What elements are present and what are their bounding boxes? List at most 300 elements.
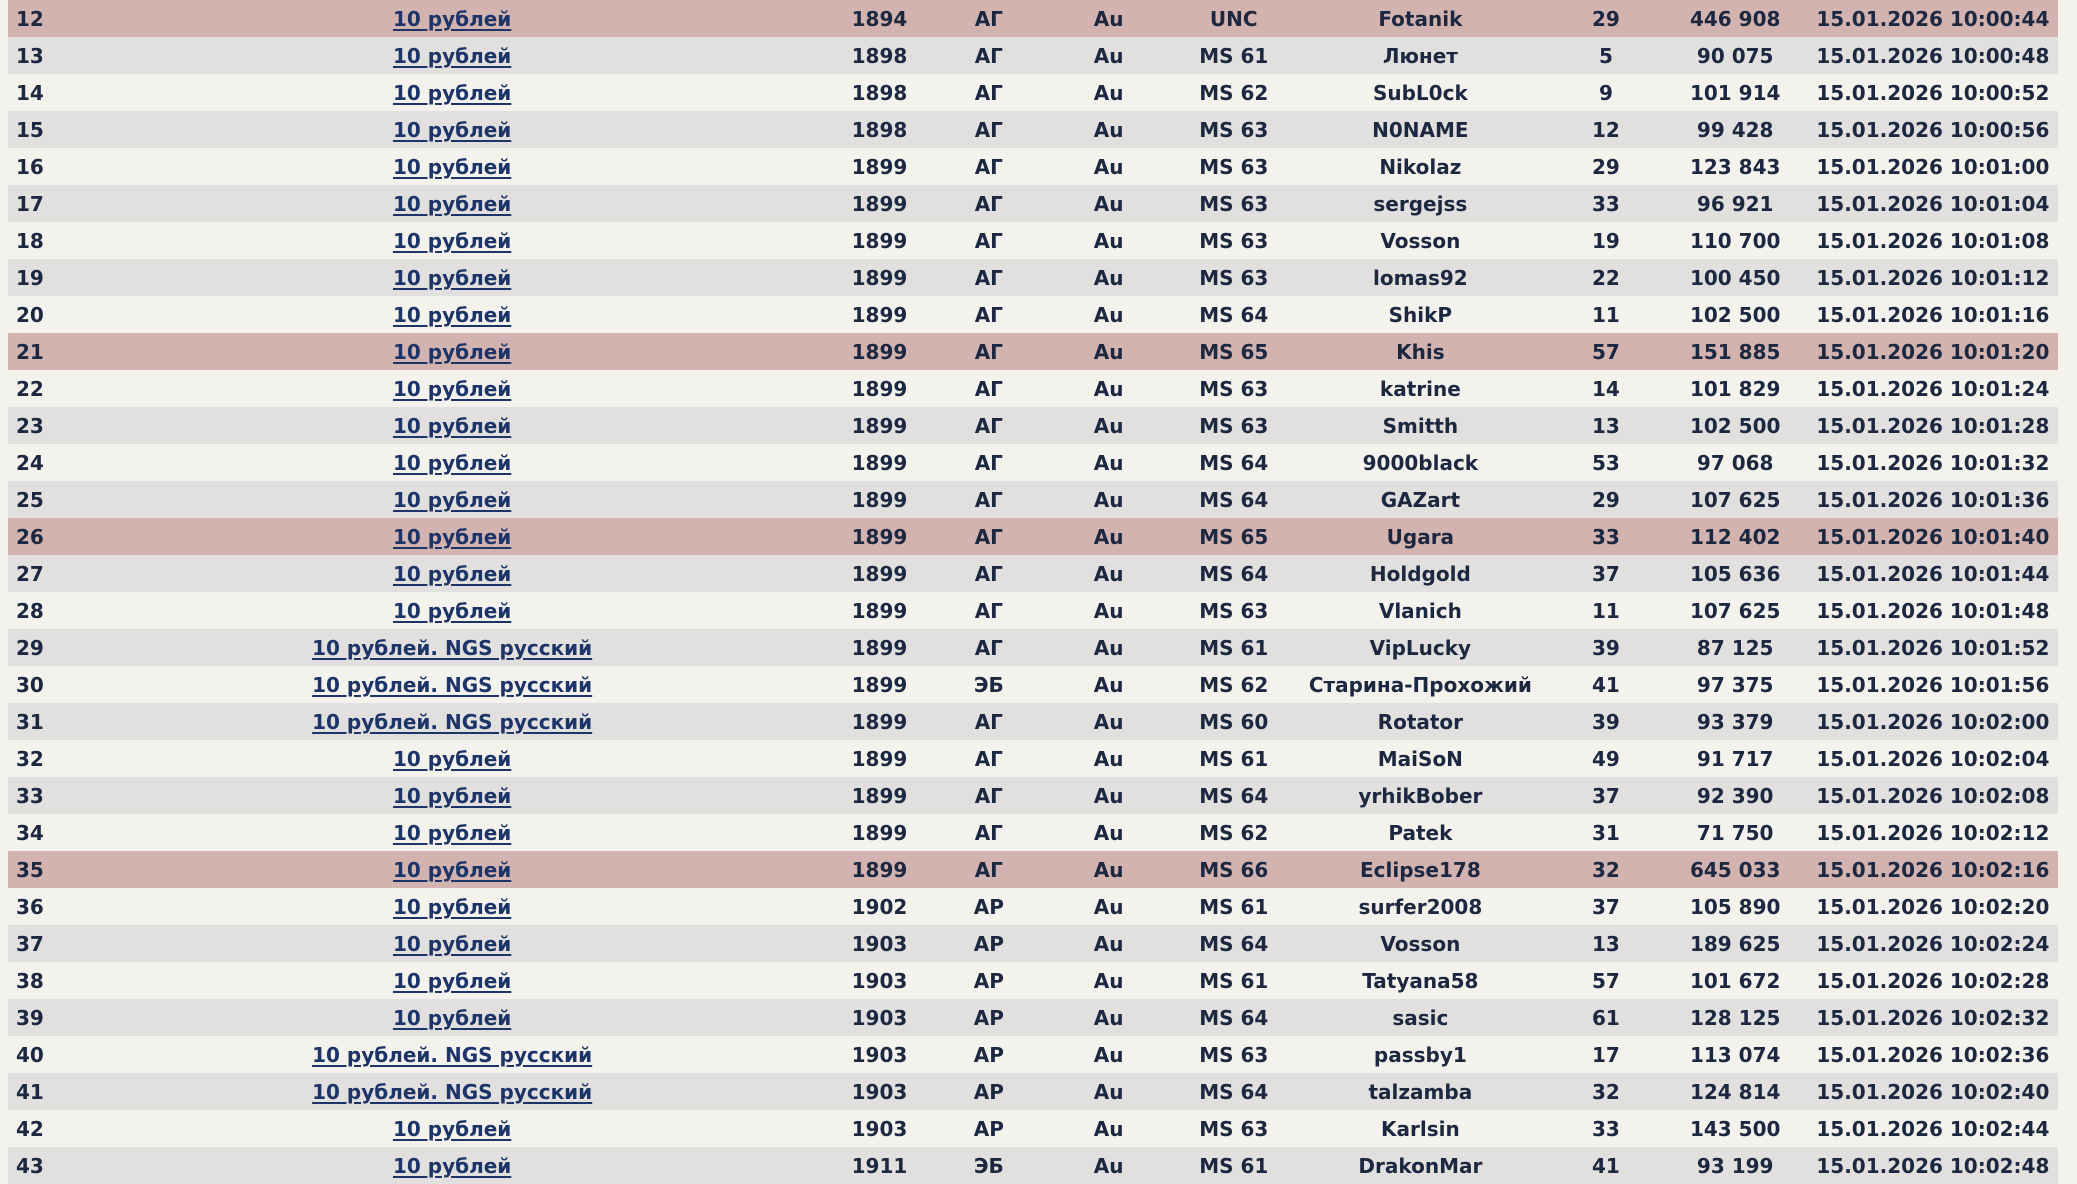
coin-name-link[interactable]: 10 рублей bbox=[392, 117, 512, 142]
close-time-cell: 15.01.2026 10:02:12 bbox=[1808, 814, 2058, 851]
coin-name-link[interactable]: 10 рублей bbox=[392, 1153, 512, 1178]
final-price-cell: 102 500 bbox=[1663, 296, 1808, 333]
coin-name-link[interactable]: 10 рублей bbox=[392, 228, 512, 253]
final-price-cell: 90 075 bbox=[1663, 37, 1808, 74]
winner-username-cell: surfer2008 bbox=[1292, 888, 1550, 925]
lot-number-cell: 23 bbox=[8, 407, 82, 444]
coin-name-link[interactable]: 10 рублей. NGS русский bbox=[312, 1079, 593, 1104]
mint-mark-cell: АГ bbox=[936, 518, 1041, 555]
year-cell: 1899 bbox=[823, 222, 937, 259]
bid-count-cell: 53 bbox=[1549, 444, 1663, 481]
close-time-cell: 15.01.2026 10:01:44 bbox=[1808, 555, 2058, 592]
table-row bbox=[8, 592, 2058, 629]
coin-name-link[interactable]: 10 рублей bbox=[392, 302, 512, 327]
final-price-cell: 112 402 bbox=[1663, 518, 1808, 555]
close-time-cell: 15.01.2026 10:01:56 bbox=[1808, 666, 2058, 703]
year-cell: 1899 bbox=[823, 333, 937, 370]
year-cell: 1899 bbox=[823, 481, 937, 518]
metal-cell: Au bbox=[1041, 592, 1176, 629]
lot-number-cell: 38 bbox=[8, 962, 82, 999]
mint-mark-cell: АГ bbox=[936, 111, 1041, 148]
coin-name-cell bbox=[82, 444, 823, 481]
close-time-cell: 15.01.2026 10:02:16 bbox=[1808, 851, 2058, 888]
winner-username-cell: 9000black bbox=[1292, 444, 1550, 481]
close-time-cell: 15.01.2026 10:01:36 bbox=[1808, 481, 2058, 518]
coin-name-cell bbox=[82, 740, 823, 777]
bid-count-cell: 37 bbox=[1549, 888, 1663, 925]
coin-name-cell bbox=[82, 37, 823, 74]
mint-mark-cell: АГ bbox=[936, 851, 1041, 888]
final-price-cell: 107 625 bbox=[1663, 481, 1808, 518]
close-time-cell: 15.01.2026 10:02:36 bbox=[1808, 1036, 2058, 1073]
close-time-cell: 15.01.2026 10:01:12 bbox=[1808, 259, 2058, 296]
final-price-cell: 110 700 bbox=[1663, 222, 1808, 259]
year-cell: 1899 bbox=[823, 592, 937, 629]
bid-count-cell: 13 bbox=[1549, 925, 1663, 962]
winner-username-cell: SubL0ck bbox=[1292, 74, 1550, 111]
bid-count-cell: 33 bbox=[1549, 185, 1663, 222]
metal-cell: Au bbox=[1041, 888, 1176, 925]
bid-count-cell: 57 bbox=[1549, 333, 1663, 370]
metal-cell: Au bbox=[1041, 518, 1176, 555]
final-price-cell: 124 814 bbox=[1663, 1073, 1808, 1110]
metal-cell: Au bbox=[1041, 962, 1176, 999]
final-price-cell: 93 199 bbox=[1663, 1147, 1808, 1184]
coin-name-link[interactable]: 10 рублей. NGS русский bbox=[312, 709, 593, 734]
grade-cell: MS 62 bbox=[1176, 814, 1292, 851]
lot-number-cell: 19 bbox=[8, 259, 82, 296]
bid-count-cell: 17 bbox=[1549, 1036, 1663, 1073]
winner-username-cell: Vosson bbox=[1292, 925, 1550, 962]
final-price-cell: 92 390 bbox=[1663, 777, 1808, 814]
final-price-cell: 93 379 bbox=[1663, 703, 1808, 740]
lot-number-cell: 25 bbox=[8, 481, 82, 518]
mint-mark-cell: АР bbox=[936, 999, 1041, 1036]
year-cell: 1899 bbox=[823, 851, 937, 888]
coin-name-cell bbox=[82, 296, 823, 333]
year-cell: 1903 bbox=[823, 1073, 937, 1110]
results-table-container bbox=[8, 0, 2058, 1184]
close-time-cell: 15.01.2026 10:00:44 bbox=[1808, 0, 2058, 37]
winner-username-cell: Ugara bbox=[1292, 518, 1550, 555]
mint-mark-cell: АР bbox=[936, 1036, 1041, 1073]
coin-name-link[interactable]: 10 рублей bbox=[392, 931, 512, 956]
grade-cell: MS 62 bbox=[1176, 666, 1292, 703]
final-price-cell: 143 500 bbox=[1663, 1110, 1808, 1147]
coin-name-link[interactable]: 10 рублей bbox=[392, 1116, 512, 1141]
grade-cell: MS 62 bbox=[1176, 74, 1292, 111]
grade-cell: MS 64 bbox=[1176, 1073, 1292, 1110]
bid-count-cell: 33 bbox=[1549, 518, 1663, 555]
coin-name-cell bbox=[82, 74, 823, 111]
table-row bbox=[8, 518, 2058, 555]
final-price-cell: 101 914 bbox=[1663, 74, 1808, 111]
bid-count-cell: 32 bbox=[1549, 1073, 1663, 1110]
close-time-cell: 15.01.2026 10:01:52 bbox=[1808, 629, 2058, 666]
winner-username-cell: Patek bbox=[1292, 814, 1550, 851]
coin-name-link[interactable]: 10 рублей bbox=[392, 894, 512, 919]
coin-name-link[interactable]: 10 рублей. NGS русский bbox=[312, 672, 593, 697]
metal-cell: Au bbox=[1041, 333, 1176, 370]
bid-count-cell: 29 bbox=[1549, 481, 1663, 518]
final-price-cell: 645 033 bbox=[1663, 851, 1808, 888]
mint-mark-cell: АР bbox=[936, 925, 1041, 962]
year-cell: 1899 bbox=[823, 407, 937, 444]
close-time-cell: 15.01.2026 10:00:52 bbox=[1808, 74, 2058, 111]
coin-name-cell bbox=[82, 333, 823, 370]
coin-name-link[interactable]: 10 рублей bbox=[392, 6, 512, 31]
close-time-cell: 15.01.2026 10:01:28 bbox=[1808, 407, 2058, 444]
close-time-cell: 15.01.2026 10:00:56 bbox=[1808, 111, 2058, 148]
bid-count-cell: 33 bbox=[1549, 1110, 1663, 1147]
lot-number-cell: 20 bbox=[8, 296, 82, 333]
coin-name-link[interactable]: 10 рублей bbox=[392, 265, 512, 290]
close-time-cell: 15.01.2026 10:01:40 bbox=[1808, 518, 2058, 555]
mint-mark-cell: ЭБ bbox=[936, 666, 1041, 703]
lot-number-cell: 42 bbox=[8, 1110, 82, 1147]
coin-name-link[interactable]: 10 рублей bbox=[392, 339, 512, 364]
metal-cell: Au bbox=[1041, 370, 1176, 407]
coin-name-link[interactable]: 10 рублей bbox=[392, 413, 512, 438]
lot-number-cell: 39 bbox=[8, 999, 82, 1036]
winner-username-cell: lomas92 bbox=[1292, 259, 1550, 296]
bid-count-cell: 49 bbox=[1549, 740, 1663, 777]
coin-name-link[interactable]: 10 рублей. NGS русский bbox=[312, 635, 593, 660]
metal-cell: Au bbox=[1041, 1036, 1176, 1073]
lot-number-cell: 41 bbox=[8, 1073, 82, 1110]
coin-name-cell bbox=[82, 814, 823, 851]
table-row bbox=[8, 925, 2058, 962]
mint-mark-cell: АГ bbox=[936, 148, 1041, 185]
grade-cell: MS 61 bbox=[1176, 629, 1292, 666]
winner-username-cell: Tatyana58 bbox=[1292, 962, 1550, 999]
mint-mark-cell: АР bbox=[936, 1073, 1041, 1110]
metal-cell: Au bbox=[1041, 148, 1176, 185]
lot-number-cell: 36 bbox=[8, 888, 82, 925]
lot-number-cell: 13 bbox=[8, 37, 82, 74]
year-cell: 1899 bbox=[823, 740, 937, 777]
grade-cell: MS 64 bbox=[1176, 555, 1292, 592]
coin-name-cell bbox=[82, 666, 823, 703]
winner-username-cell: sergejss bbox=[1292, 185, 1550, 222]
table-row bbox=[8, 962, 2058, 999]
close-time-cell: 15.01.2026 10:01:48 bbox=[1808, 592, 2058, 629]
coin-name-cell bbox=[82, 518, 823, 555]
coin-name-link[interactable]: 10 рублей bbox=[392, 450, 512, 475]
coin-name-cell bbox=[82, 555, 823, 592]
table-row bbox=[8, 999, 2058, 1036]
final-price-cell: 101 829 bbox=[1663, 370, 1808, 407]
lot-number-cell: 35 bbox=[8, 851, 82, 888]
bid-count-cell: 39 bbox=[1549, 703, 1663, 740]
winner-username-cell: Eclipse178 bbox=[1292, 851, 1550, 888]
grade-cell: MS 63 bbox=[1176, 1036, 1292, 1073]
close-time-cell: 15.01.2026 10:00:48 bbox=[1808, 37, 2058, 74]
bid-count-cell: 29 bbox=[1549, 148, 1663, 185]
year-cell: 1899 bbox=[823, 666, 937, 703]
grade-cell: MS 64 bbox=[1176, 481, 1292, 518]
lot-number-cell: 37 bbox=[8, 925, 82, 962]
final-price-cell: 99 428 bbox=[1663, 111, 1808, 148]
coin-name-link[interactable]: 10 рублей bbox=[392, 1005, 512, 1030]
grade-cell: MS 63 bbox=[1176, 111, 1292, 148]
year-cell: 1902 bbox=[823, 888, 937, 925]
coin-name-link[interactable]: 10 рублей bbox=[392, 968, 512, 993]
lot-number-cell: 31 bbox=[8, 703, 82, 740]
final-price-cell: 101 672 bbox=[1663, 962, 1808, 999]
grade-cell: MS 64 bbox=[1176, 296, 1292, 333]
table-row bbox=[8, 1036, 2058, 1073]
mint-mark-cell: АГ bbox=[936, 555, 1041, 592]
final-price-cell: 97 068 bbox=[1663, 444, 1808, 481]
metal-cell: Au bbox=[1041, 481, 1176, 518]
coin-name-cell bbox=[82, 0, 823, 37]
coin-name-cell bbox=[82, 888, 823, 925]
metal-cell: Au bbox=[1041, 740, 1176, 777]
mint-mark-cell: АГ bbox=[936, 777, 1041, 814]
table-row bbox=[8, 740, 2058, 777]
grade-cell: MS 63 bbox=[1176, 407, 1292, 444]
winner-username-cell: Люнет bbox=[1292, 37, 1550, 74]
year-cell: 1903 bbox=[823, 1110, 937, 1147]
close-time-cell: 15.01.2026 10:02:08 bbox=[1808, 777, 2058, 814]
close-time-cell: 15.01.2026 10:02:28 bbox=[1808, 962, 2058, 999]
grade-cell: MS 64 bbox=[1176, 444, 1292, 481]
mint-mark-cell: АГ bbox=[936, 185, 1041, 222]
lot-number-cell: 15 bbox=[8, 111, 82, 148]
final-price-cell: 105 636 bbox=[1663, 555, 1808, 592]
winner-username-cell: talzamba bbox=[1292, 1073, 1550, 1110]
coin-name-link[interactable]: 10 рублей bbox=[392, 524, 512, 549]
winner-username-cell: Rotator bbox=[1292, 703, 1550, 740]
table-row bbox=[8, 1110, 2058, 1147]
lot-number-cell: 29 bbox=[8, 629, 82, 666]
bid-count-cell: 31 bbox=[1549, 814, 1663, 851]
mint-mark-cell: АР bbox=[936, 962, 1041, 999]
year-cell: 1899 bbox=[823, 777, 937, 814]
bid-count-cell: 11 bbox=[1549, 296, 1663, 333]
lot-number-cell: 43 bbox=[8, 1147, 82, 1184]
winner-username-cell: VipLucky bbox=[1292, 629, 1550, 666]
lot-number-cell: 18 bbox=[8, 222, 82, 259]
close-time-cell: 15.01.2026 10:02:04 bbox=[1808, 740, 2058, 777]
table-row bbox=[8, 888, 2058, 925]
grade-cell: MS 60 bbox=[1176, 703, 1292, 740]
final-price-cell: 151 885 bbox=[1663, 333, 1808, 370]
close-time-cell: 15.01.2026 10:02:44 bbox=[1808, 1110, 2058, 1147]
close-time-cell: 15.01.2026 10:01:16 bbox=[1808, 296, 2058, 333]
coin-name-link[interactable]: 10 рублей bbox=[392, 857, 512, 882]
coin-name-link[interactable]: 10 рублей bbox=[392, 191, 512, 216]
mint-mark-cell: АГ bbox=[936, 814, 1041, 851]
lot-number-cell: 34 bbox=[8, 814, 82, 851]
grade-cell: MS 64 bbox=[1176, 777, 1292, 814]
winner-username-cell: Fotanik bbox=[1292, 0, 1550, 37]
close-time-cell: 15.01.2026 10:01:00 bbox=[1808, 148, 2058, 185]
table-row bbox=[8, 629, 2058, 666]
lot-number-cell: 40 bbox=[8, 1036, 82, 1073]
bid-count-cell: 39 bbox=[1549, 629, 1663, 666]
mint-mark-cell: АГ bbox=[936, 222, 1041, 259]
bid-count-cell: 29 bbox=[1549, 0, 1663, 37]
table-row bbox=[8, 111, 2058, 148]
table-row bbox=[8, 444, 2058, 481]
mint-mark-cell: АР bbox=[936, 888, 1041, 925]
bid-count-cell: 37 bbox=[1549, 555, 1663, 592]
table-row bbox=[8, 851, 2058, 888]
metal-cell: Au bbox=[1041, 851, 1176, 888]
close-time-cell: 15.01.2026 10:01:20 bbox=[1808, 333, 2058, 370]
metal-cell: Au bbox=[1041, 444, 1176, 481]
mint-mark-cell: АГ bbox=[936, 592, 1041, 629]
coin-name-cell bbox=[82, 851, 823, 888]
close-time-cell: 15.01.2026 10:02:48 bbox=[1808, 1147, 2058, 1184]
close-time-cell: 15.01.2026 10:01:04 bbox=[1808, 185, 2058, 222]
metal-cell: Au bbox=[1041, 222, 1176, 259]
bid-count-cell: 41 bbox=[1549, 1147, 1663, 1184]
coin-name-cell bbox=[82, 777, 823, 814]
coin-name-cell bbox=[82, 1073, 823, 1110]
grade-cell: MS 63 bbox=[1176, 1110, 1292, 1147]
lot-number-cell: 24 bbox=[8, 444, 82, 481]
metal-cell: Au bbox=[1041, 1147, 1176, 1184]
grade-cell: MS 61 bbox=[1176, 888, 1292, 925]
metal-cell: Au bbox=[1041, 1073, 1176, 1110]
grade-cell: MS 61 bbox=[1176, 1147, 1292, 1184]
metal-cell: Au bbox=[1041, 629, 1176, 666]
bid-count-cell: 11 bbox=[1549, 592, 1663, 629]
close-time-cell: 15.01.2026 10:02:24 bbox=[1808, 925, 2058, 962]
coin-name-link[interactable]: 10 рублей bbox=[392, 820, 512, 845]
coin-name-cell bbox=[82, 962, 823, 999]
winner-username-cell: Khis bbox=[1292, 333, 1550, 370]
bid-count-cell: 61 bbox=[1549, 999, 1663, 1036]
year-cell: 1898 bbox=[823, 111, 937, 148]
final-price-cell: 91 717 bbox=[1663, 740, 1808, 777]
coin-name-link[interactable]: 10 рублей. NGS русский bbox=[312, 1042, 593, 1067]
final-price-cell: 107 625 bbox=[1663, 592, 1808, 629]
mint-mark-cell: АГ bbox=[936, 259, 1041, 296]
coin-name-link[interactable]: 10 рублей bbox=[392, 487, 512, 512]
lot-number-cell: 32 bbox=[8, 740, 82, 777]
bid-count-cell: 41 bbox=[1549, 666, 1663, 703]
table-row bbox=[8, 407, 2058, 444]
bid-count-cell: 9 bbox=[1549, 74, 1663, 111]
winner-username-cell: Vlanich bbox=[1292, 592, 1550, 629]
year-cell: 1899 bbox=[823, 148, 937, 185]
year-cell: 1899 bbox=[823, 629, 937, 666]
table-row bbox=[8, 666, 2058, 703]
coin-name-cell bbox=[82, 1036, 823, 1073]
coin-name-link[interactable]: 10 рублей bbox=[392, 746, 512, 771]
year-cell: 1903 bbox=[823, 999, 937, 1036]
coin-name-cell bbox=[82, 1147, 823, 1184]
close-time-cell: 15.01.2026 10:01:08 bbox=[1808, 222, 2058, 259]
winner-username-cell: Nikolaz bbox=[1292, 148, 1550, 185]
coin-name-cell bbox=[82, 222, 823, 259]
lot-number-cell: 22 bbox=[8, 370, 82, 407]
mint-mark-cell: ЭБ bbox=[936, 1147, 1041, 1184]
grade-cell: UNC bbox=[1176, 0, 1292, 37]
bid-count-cell: 12 bbox=[1549, 111, 1663, 148]
coin-name-link[interactable]: 10 рублей bbox=[392, 154, 512, 179]
coin-name-cell bbox=[82, 111, 823, 148]
mint-mark-cell: АГ bbox=[936, 37, 1041, 74]
year-cell: 1899 bbox=[823, 814, 937, 851]
bid-count-cell: 37 bbox=[1549, 777, 1663, 814]
mint-mark-cell: АГ bbox=[936, 629, 1041, 666]
metal-cell: Au bbox=[1041, 666, 1176, 703]
table-row bbox=[8, 333, 2058, 370]
final-price-cell: 102 500 bbox=[1663, 407, 1808, 444]
coin-name-link[interactable]: 10 рублей bbox=[392, 561, 512, 586]
final-price-cell: 189 625 bbox=[1663, 925, 1808, 962]
final-price-cell: 128 125 bbox=[1663, 999, 1808, 1036]
mint-mark-cell: АГ bbox=[936, 703, 1041, 740]
table-row bbox=[8, 296, 2058, 333]
coin-name-cell bbox=[82, 703, 823, 740]
lot-number-cell: 33 bbox=[8, 777, 82, 814]
year-cell: 1899 bbox=[823, 296, 937, 333]
coin-name-link[interactable]: 10 рублей bbox=[392, 598, 512, 623]
year-cell: 1899 bbox=[823, 370, 937, 407]
lot-number-cell: 12 bbox=[8, 0, 82, 37]
final-price-cell: 123 843 bbox=[1663, 148, 1808, 185]
year-cell: 1898 bbox=[823, 37, 937, 74]
grade-cell: MS 63 bbox=[1176, 370, 1292, 407]
grade-cell: MS 61 bbox=[1176, 740, 1292, 777]
year-cell: 1899 bbox=[823, 555, 937, 592]
coin-name-link[interactable]: 10 рублей bbox=[392, 80, 512, 105]
table-row bbox=[8, 185, 2058, 222]
mint-mark-cell: АГ bbox=[936, 370, 1041, 407]
winner-username-cell: MaiSoN bbox=[1292, 740, 1550, 777]
coin-name-link[interactable]: 10 рублей bbox=[392, 783, 512, 808]
grade-cell: MS 66 bbox=[1176, 851, 1292, 888]
lot-number-cell: 30 bbox=[8, 666, 82, 703]
lot-number-cell: 17 bbox=[8, 185, 82, 222]
year-cell: 1894 bbox=[823, 0, 937, 37]
winner-username-cell: katrine bbox=[1292, 370, 1550, 407]
coin-name-link[interactable]: 10 рублей bbox=[392, 43, 512, 68]
coin-name-cell bbox=[82, 925, 823, 962]
table-row bbox=[8, 555, 2058, 592]
metal-cell: Au bbox=[1041, 0, 1176, 37]
auction-results-table bbox=[8, 0, 2058, 1184]
year-cell: 1899 bbox=[823, 703, 937, 740]
final-price-cell: 96 921 bbox=[1663, 185, 1808, 222]
metal-cell: Au bbox=[1041, 999, 1176, 1036]
table-row bbox=[8, 0, 2058, 37]
metal-cell: Au bbox=[1041, 185, 1176, 222]
table-row bbox=[8, 37, 2058, 74]
grade-cell: MS 63 bbox=[1176, 148, 1292, 185]
table-row bbox=[8, 370, 2058, 407]
metal-cell: Au bbox=[1041, 703, 1176, 740]
year-cell: 1899 bbox=[823, 518, 937, 555]
year-cell: 1903 bbox=[823, 962, 937, 999]
lot-number-cell: 28 bbox=[8, 592, 82, 629]
final-price-cell: 113 074 bbox=[1663, 1036, 1808, 1073]
grade-cell: MS 61 bbox=[1176, 37, 1292, 74]
grade-cell: MS 63 bbox=[1176, 222, 1292, 259]
winner-username-cell: passby1 bbox=[1292, 1036, 1550, 1073]
mint-mark-cell: АГ bbox=[936, 407, 1041, 444]
mint-mark-cell: АГ bbox=[936, 740, 1041, 777]
table-row bbox=[8, 222, 2058, 259]
coin-name-link[interactable]: 10 рублей bbox=[392, 376, 512, 401]
metal-cell: Au bbox=[1041, 925, 1176, 962]
